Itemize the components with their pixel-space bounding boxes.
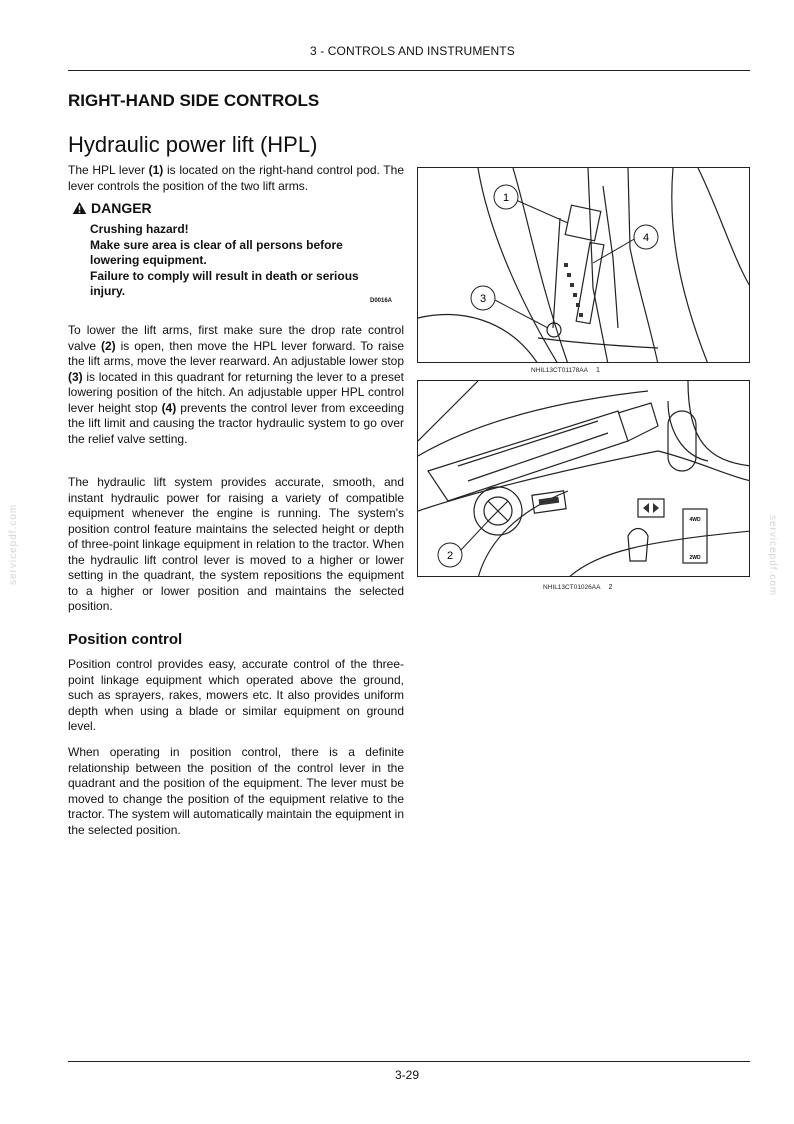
section-title: RIGHT-HAND SIDE CONTROLS xyxy=(68,91,320,110)
position-control-heading: Position control xyxy=(68,631,183,648)
danger-line: Crushing hazard! xyxy=(90,222,189,236)
lowering-block xyxy=(68,323,404,447)
danger-notice xyxy=(72,200,402,304)
page-number: 3-29 xyxy=(395,1068,420,1082)
danger-code: D0016A xyxy=(369,298,392,304)
drop-rate-valve-illustration xyxy=(418,381,750,577)
callout-4: 4 xyxy=(642,232,650,244)
figure-code: NHIL13CT01026AA xyxy=(543,584,601,591)
page-header: 3 - CONTROLS AND INSTRUMENTS xyxy=(310,44,515,58)
watermark-right: servicepdf.com xyxy=(767,515,778,597)
figure-1-caption xyxy=(531,367,600,374)
switch-label-2wd: 2WD xyxy=(689,555,701,561)
callout-reference: (2) xyxy=(100,338,116,353)
danger-text xyxy=(90,222,386,300)
hpl-lever-illustration xyxy=(418,168,750,363)
figure-number: 2 xyxy=(608,584,613,591)
danger-line: Failure to comply will result in death or serious injury. xyxy=(90,268,359,298)
switch-label-4wd: 4WD xyxy=(689,517,701,523)
section-subtitle: Hydraulic power lift (HPL) xyxy=(68,132,318,157)
system-paragraph: The hydraulic lift system provides accurate, smooth, and instant hydraulic power for raising a variety of compatible equipment whenever the engine is running. The system's position control feature maintains the selected height or depth of three-point linkage equipment in relation to the tractor. When the hydraulic lift control lever is moved to a higher or lower setting in the quadrant, the system repositions the equipment to a higher or lower position and maintains the selected position. xyxy=(68,475,404,613)
danger-line: Make sure area is clear of all persons before lowering equipment. xyxy=(90,237,343,267)
figure-2-caption xyxy=(543,584,612,591)
footer-rule xyxy=(68,1061,750,1062)
figure-code: NHIL13CT01178AA xyxy=(531,367,588,374)
position-control-paragraph-2: When operating in position control, there is a definite relationship between the position of the control lever in the quadrant and the position of the equipment. The lever must be moved to change the position of the equipment relative to the tractor. The system will automatically maintain the equipment in the selected position. xyxy=(68,745,404,837)
danger-heading xyxy=(72,200,402,216)
text-run: The HPL lever xyxy=(68,163,149,177)
figure-number: 1 xyxy=(595,367,600,374)
position-control-block-2 xyxy=(68,745,404,838)
figure-hpl-lever xyxy=(417,167,750,363)
text-run: is located on the right-hand control pod. The lever controls the position of the two lift arms. xyxy=(68,163,404,193)
callout-1: 1 xyxy=(502,192,510,204)
intro-block xyxy=(68,163,404,194)
danger-label: DANGER xyxy=(91,200,152,216)
position-control-block xyxy=(68,657,404,735)
text-run: prevents the control lever from exceeding the lift limit and causing the tractor hydraulic system to go over the relief valve setting. xyxy=(68,400,405,446)
header-rule xyxy=(68,70,750,71)
lowering-paragraph xyxy=(68,323,404,447)
text-run: To lower the lift arms, first make sure the drop rate control valve xyxy=(68,323,404,353)
watermark-left: servicepdf.com xyxy=(8,503,19,585)
warning-triangle-icon xyxy=(72,201,87,215)
text-run: is located in this quadrant for returning the lever to a preset lowering position of the hitch. An adjustable upper HPL control lever height stop xyxy=(68,369,404,415)
callout-3: 3 xyxy=(479,293,487,305)
figure-drop-rate-valve xyxy=(417,380,750,577)
text-run: is open, then move the HPL lever forward. To raise the lift arms, move the lever rearward. An adjustable lower stop xyxy=(68,338,404,368)
callout-reference: (4) xyxy=(161,400,177,415)
callout-2: 2 xyxy=(446,550,454,562)
intro-paragraph xyxy=(68,163,404,194)
position-control-paragraph-1: Position control provides easy, accurate control of the three-point linkage equipment which operated above the ground, such as sprayers, rakes, mowers etc. It also provides uniform depth when using a blade or similar equipment on ground level. xyxy=(68,657,404,733)
callout-reference: (1) xyxy=(148,163,164,177)
callout-reference: (3) xyxy=(68,369,83,384)
system-block xyxy=(68,475,404,615)
